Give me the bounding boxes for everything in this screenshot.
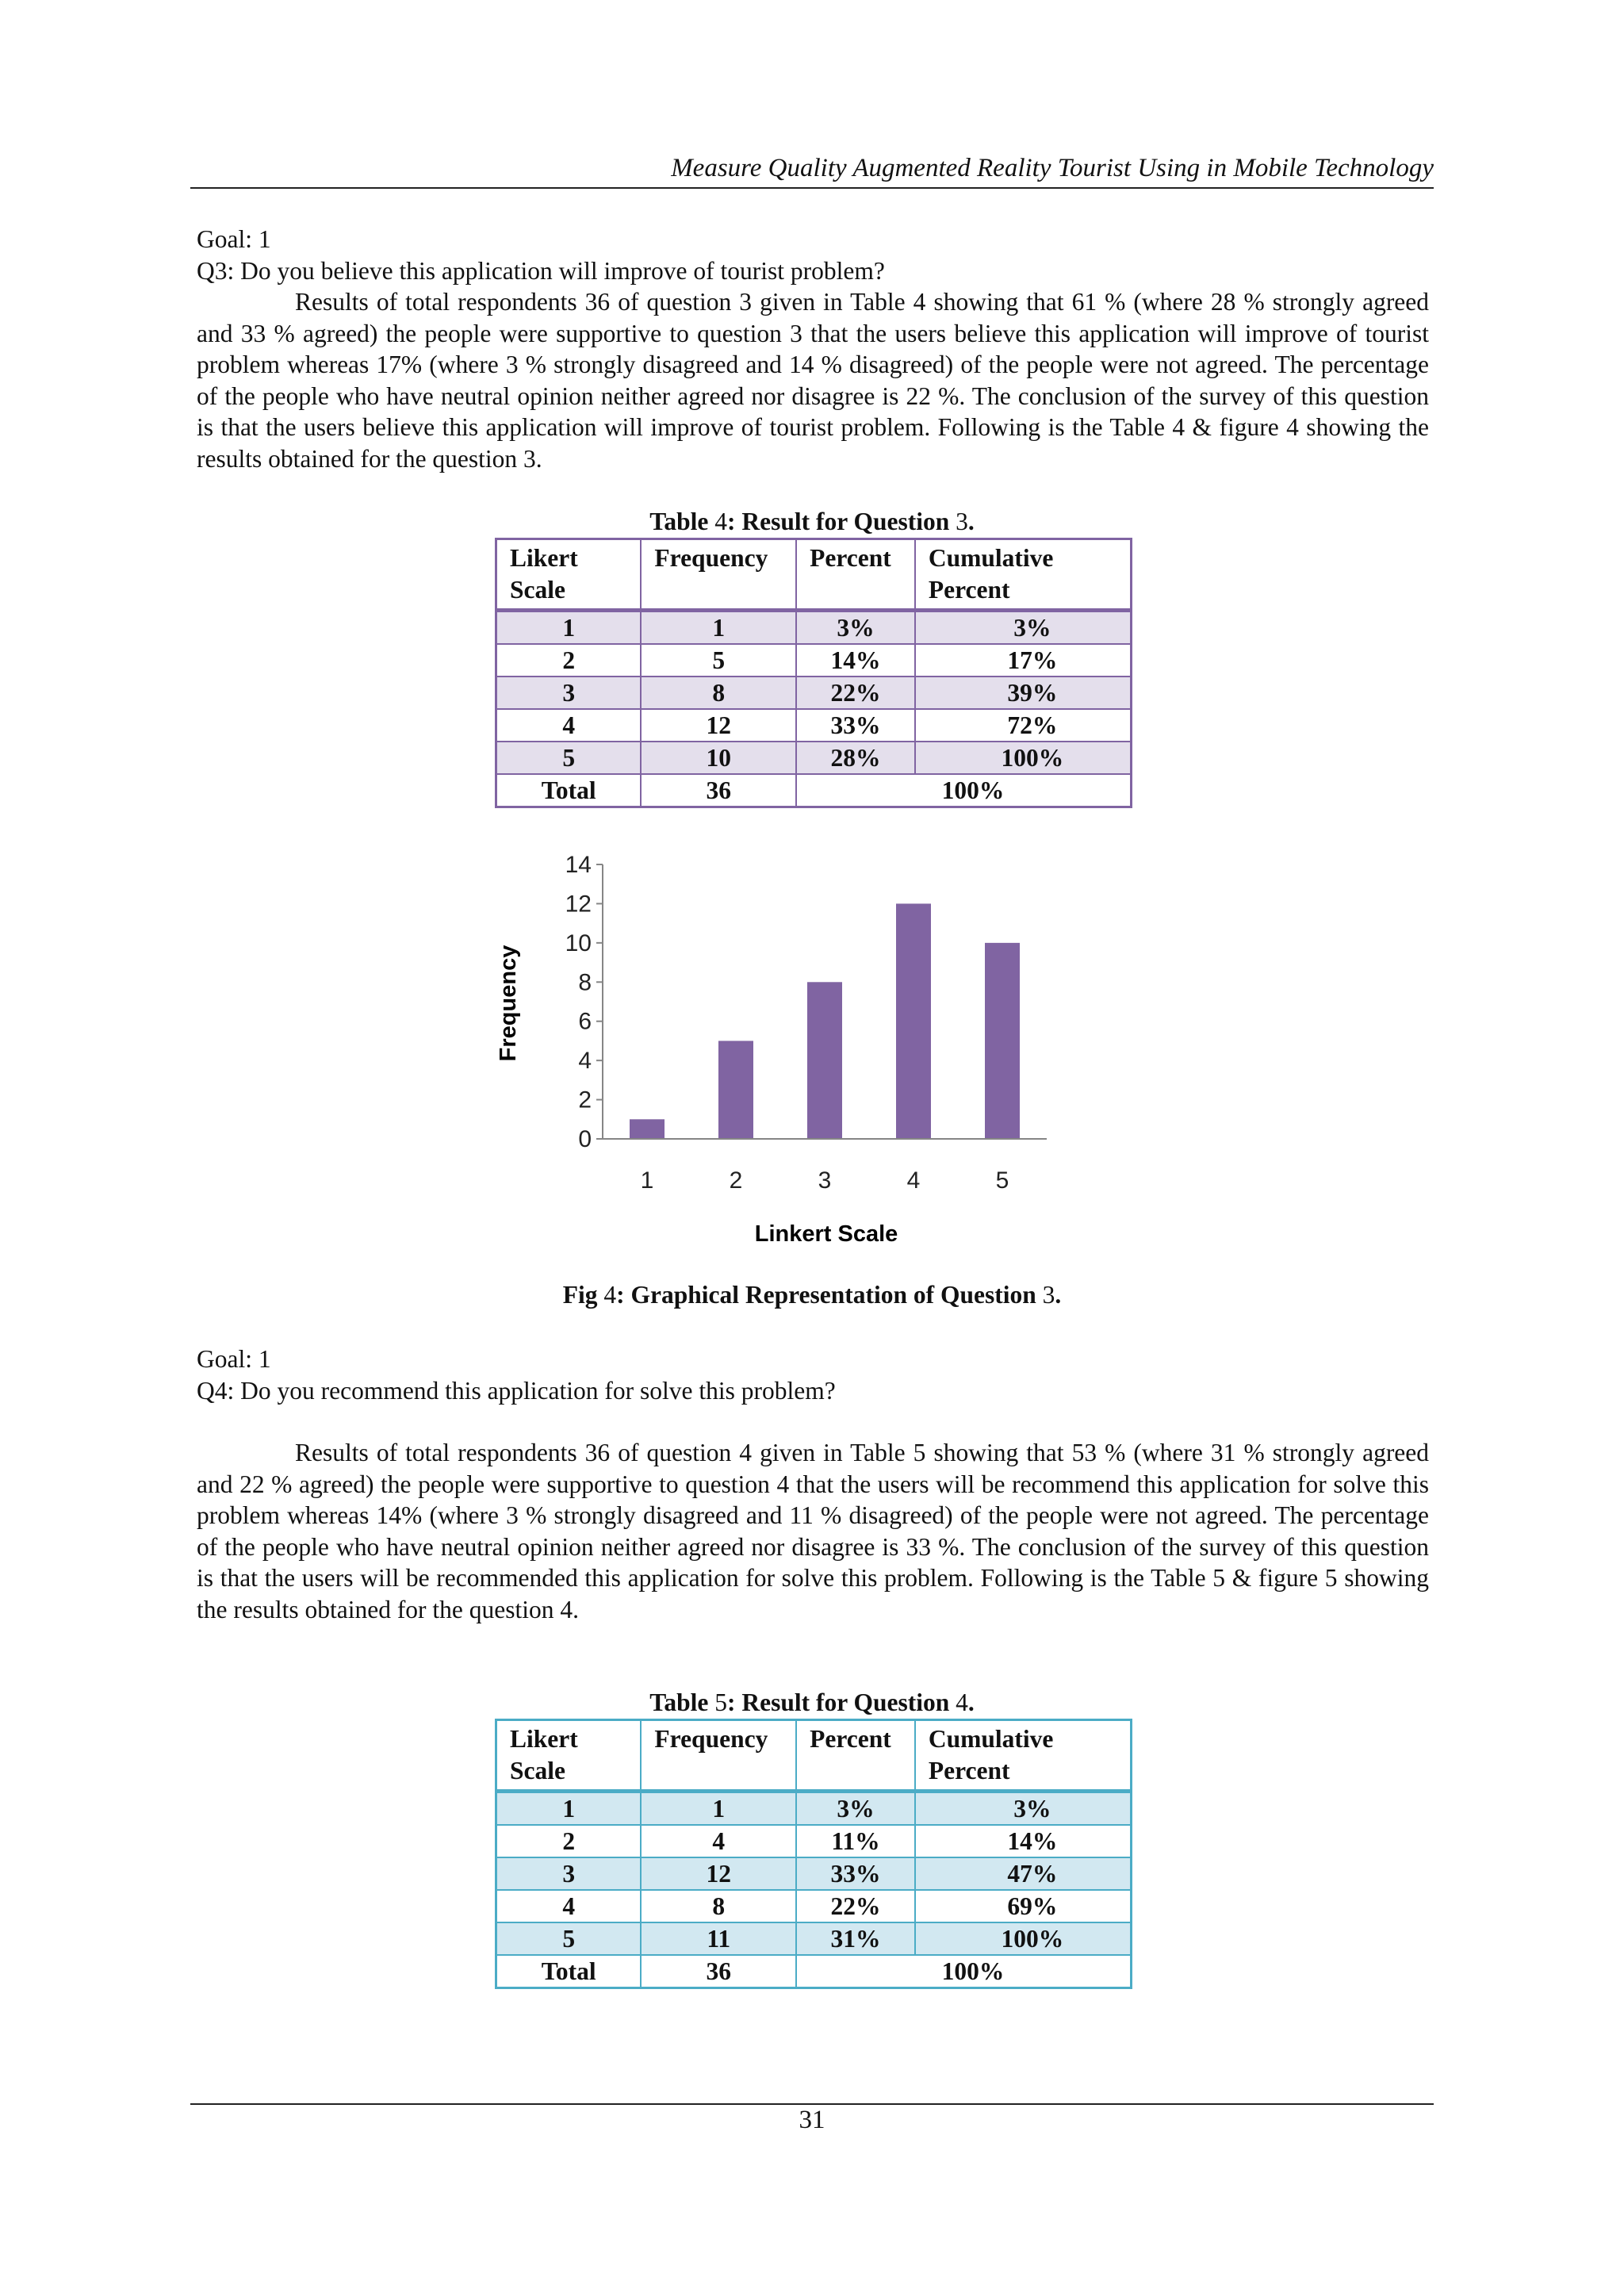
table-row xyxy=(496,1922,1132,1955)
cell-percent: 31% xyxy=(796,1922,915,1955)
header-likert-scale: Likert Scale xyxy=(496,1720,642,1792)
caption-text: : Result for Question xyxy=(726,508,956,535)
cell-cumulative: 100% xyxy=(915,742,1132,774)
y-tick-label: 4 xyxy=(578,1048,592,1075)
cell-frequency: 10 xyxy=(641,742,796,774)
x-axis-label: Linkert Scale xyxy=(754,1221,898,1247)
caption-end: . xyxy=(967,508,975,535)
cell-scale: 5 xyxy=(496,742,642,774)
footer-rule xyxy=(190,2103,1434,2105)
header-likert-scale: Likert Scale xyxy=(496,539,642,611)
cell-cumulative: 100% xyxy=(915,1922,1132,1955)
caption-question-number: 3 xyxy=(956,508,968,535)
y-axis-label: Frequency xyxy=(496,945,521,1062)
frequency-bar-chart xyxy=(492,841,1063,1269)
caption-number: 5 xyxy=(714,1688,727,1716)
cell-cumulative: 69% xyxy=(915,1890,1132,1922)
table-row xyxy=(496,1890,1132,1922)
total-label: Total xyxy=(496,1955,642,1988)
bar-likert-4 xyxy=(896,903,931,1139)
cell-scale: 3 xyxy=(496,1857,642,1890)
caption-end: . xyxy=(1055,1281,1062,1309)
cell-frequency: 5 xyxy=(641,644,796,677)
table-row xyxy=(496,709,1132,742)
table4 xyxy=(495,538,1132,808)
caption-number: 4 xyxy=(603,1281,617,1309)
paragraph-line: strongly agreed and 22 % agreed) the people were supportive to question 4 that the users will be recommend xyxy=(197,1439,1430,1498)
cell-frequency: 8 xyxy=(641,677,796,709)
cell-percent: 22% xyxy=(796,1890,915,1922)
cell-frequency: 11 xyxy=(641,1922,796,1955)
cell-frequency: 12 xyxy=(641,1857,796,1890)
paragraph-line: strongly agreed and 33 % agreed) the people were supportive to question 3 that the users believe this xyxy=(197,288,1430,347)
header-frequency: Frequency xyxy=(641,1720,796,1792)
x-tick-label: 4 xyxy=(906,1167,921,1194)
header-percent: Percent xyxy=(796,1720,915,1792)
paragraph-line: this problem. Following is the Table 5 & figure 5 showing the results obtained for the question 4. xyxy=(197,1564,1429,1623)
caption-number: 4 xyxy=(714,508,727,535)
section-q3 xyxy=(197,224,1429,474)
total-percent: 100% xyxy=(796,774,1131,807)
cell-scale: 2 xyxy=(496,644,642,677)
cell-percent: 11% xyxy=(796,1825,915,1857)
bar-likert-3 xyxy=(807,982,842,1139)
total-label: Total xyxy=(496,774,642,807)
caption-end: . xyxy=(967,1688,975,1716)
section-q4 xyxy=(197,1343,1429,1406)
table-row xyxy=(496,677,1132,709)
header-frequency: Frequency xyxy=(641,539,796,611)
cell-scale: 1 xyxy=(496,611,642,645)
goal-label: Goal: 1 xyxy=(197,1345,271,1373)
cell-frequency: 8 xyxy=(641,1890,796,1922)
paragraph-line: disagree is 22 %. The conclusion of the survey of this question is that the users believe this application will xyxy=(197,381,1429,441)
bar-likert-5 xyxy=(985,943,1020,1139)
cell-scale: 1 xyxy=(496,1792,642,1826)
header-cumulative-percent: Cumulative Percent xyxy=(915,539,1132,611)
cell-cumulative: 17% xyxy=(915,644,1132,677)
table4-caption xyxy=(0,506,1624,538)
table-row xyxy=(496,611,1132,645)
cell-percent: 28% xyxy=(796,742,915,774)
cell-frequency: 1 xyxy=(641,611,796,645)
header-rule xyxy=(190,187,1434,189)
cell-frequency: 12 xyxy=(641,709,796,742)
y-tick-label: 6 xyxy=(578,1008,592,1035)
cell-frequency: 1 xyxy=(641,1792,796,1826)
cell-percent: 22% xyxy=(796,677,915,709)
cell-cumulative: 14% xyxy=(915,1825,1132,1857)
bar-likert-2 xyxy=(718,1041,753,1139)
running-head: Measure Quality Augmented Reality Tourist Using in Mobile Technology xyxy=(671,154,1434,182)
y-tick-label: 2 xyxy=(578,1087,592,1114)
cell-scale: 3 xyxy=(496,677,642,709)
x-tick-label: 1 xyxy=(640,1167,654,1194)
total-percent: 100% xyxy=(796,1955,1131,1988)
page-number: 31 xyxy=(799,2106,825,2134)
paragraph-line: this application for solve this problem whereas 14% (where 3 % strongly disagreed and 11 % disagreed) of the xyxy=(197,1470,1429,1529)
total-frequency: 36 xyxy=(641,774,796,807)
cell-percent: 33% xyxy=(796,1857,915,1890)
y-tick-label: 14 xyxy=(565,852,592,878)
cell-scale: 4 xyxy=(496,1890,642,1922)
table-row xyxy=(496,1792,1132,1826)
paragraph-line: people were not agreed. The percentage of the people who have neutral opinion neither agreed nor disagree is 33 xyxy=(197,1501,1430,1561)
table-row xyxy=(496,742,1132,774)
table5-caption xyxy=(0,1687,1624,1719)
results-paragraph xyxy=(197,1437,1429,1625)
cell-scale: 4 xyxy=(496,709,642,742)
paragraph-line: improve of tourist problem. Following is the Table 4 & figure 4 showing the results obtained for the question 3. xyxy=(197,413,1429,473)
header-cumulative-percent: Cumulative Percent xyxy=(915,1720,1132,1792)
paragraph-line: Results of total respondents 36 of question 3 given in Table 4 showing that 61 % (where 28 % xyxy=(295,288,1265,316)
section-q4-results xyxy=(197,1437,1429,1625)
cell-percent: 3% xyxy=(796,1792,915,1826)
paragraph-line: %. The conclusion of the survey of this question is that the users will be recommended this application for solve xyxy=(197,1532,1429,1592)
table-row xyxy=(496,644,1132,677)
y-tick-label: 8 xyxy=(578,969,592,996)
caption-label: Table xyxy=(649,508,715,535)
x-tick-label: 3 xyxy=(818,1167,832,1194)
y-tick-label: 10 xyxy=(565,930,592,956)
x-tick-label: 5 xyxy=(995,1167,1009,1194)
paragraph-line: of the people were not agreed. The percentage of the people who have neutral opinion neither agreed nor xyxy=(197,351,1430,410)
question-text: Q3: Do you believe this application will improve of tourist problem? xyxy=(197,256,885,285)
goal-label: Goal: 1 xyxy=(197,225,271,253)
cell-scale: 2 xyxy=(496,1825,642,1857)
cell-cumulative: 72% xyxy=(915,709,1132,742)
table-total-row xyxy=(496,774,1132,807)
cell-frequency: 4 xyxy=(641,1825,796,1857)
x-tick-label: 2 xyxy=(729,1167,743,1194)
y-tick-label: 0 xyxy=(578,1126,592,1152)
cell-percent: 3% xyxy=(796,611,915,645)
cell-scale: 5 xyxy=(496,1922,642,1955)
table-row xyxy=(496,1825,1132,1857)
total-frequency: 36 xyxy=(641,1955,796,1988)
cell-cumulative: 47% xyxy=(915,1857,1132,1890)
cell-cumulative: 39% xyxy=(915,677,1132,709)
table5 xyxy=(495,1719,1132,1989)
figure4-caption xyxy=(0,1279,1624,1311)
y-tick-label: 12 xyxy=(565,891,592,918)
question-text: Q4: Do you recommend this application for solve this problem? xyxy=(197,1376,836,1405)
caption-label: Fig xyxy=(562,1281,604,1309)
header-percent: Percent xyxy=(796,539,915,611)
caption-text: : Graphical Representation of Question xyxy=(616,1281,1043,1309)
table-row xyxy=(496,1857,1132,1890)
cell-cumulative: 3% xyxy=(915,1792,1132,1826)
bar-likert-1 xyxy=(630,1119,665,1139)
caption-question-number: 4 xyxy=(956,1688,968,1716)
cell-percent: 14% xyxy=(796,644,915,677)
table-total-row xyxy=(496,1955,1132,1988)
cell-cumulative: 3% xyxy=(915,611,1132,645)
paragraph-line: Results of total respondents 36 of question 4 given in Table 5 showing that 53 % (where 31 % xyxy=(295,1439,1265,1466)
caption-label: Table xyxy=(649,1688,715,1716)
results-paragraph xyxy=(197,286,1429,474)
cell-percent: 33% xyxy=(796,709,915,742)
caption-question-number: 3 xyxy=(1042,1281,1055,1309)
paragraph-line: application will improve of tourist problem whereas 17% (where 3 % strongly disagreed and 14 % disagreed) xyxy=(197,319,1430,378)
caption-text: : Result for Question xyxy=(726,1688,956,1716)
